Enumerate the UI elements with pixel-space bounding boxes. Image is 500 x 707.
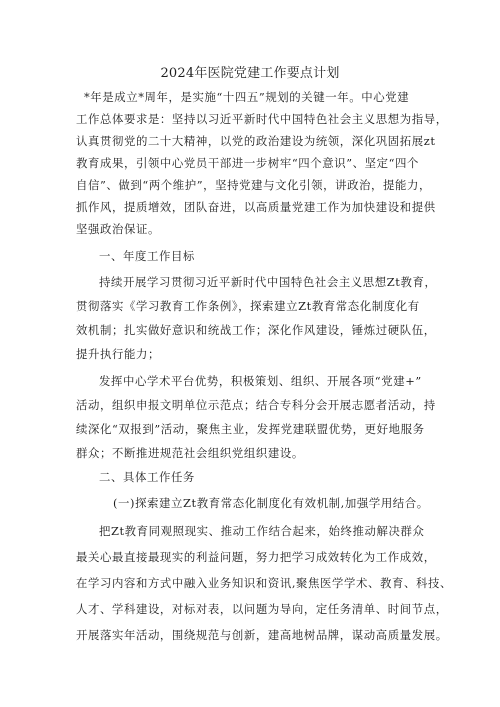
paragraph-line: 提升执行能力； xyxy=(76,347,160,361)
paragraph-line: 效机制；扎实做好意识和统战工作；深化作风建设，锤炼过硬队伍， xyxy=(76,323,436,337)
paragraph-line: 活动，组织申报文明单位示范点；结合专科分会开展志愿者活动，持 xyxy=(76,398,436,412)
paragraph-line: 贯彻落实《学习教育工作条例》，探索建立Zt教育常态化制度化有 xyxy=(76,299,420,313)
paragraph-line: 发挥中心学术平台优势，积极策划、组织、开展各项“党建+” xyxy=(99,374,422,388)
intro-line: 认真贯彻党的二十大精神，以党的政治建设为统领，深化巩固拓展zt xyxy=(76,134,436,148)
intro-line: 抓作风，提质增效，团队奋进，以高质量党建工作为加快建设和提供 xyxy=(76,200,436,214)
paragraph-line: 持续开展学习贯彻习近平新时代中国特色社会主义思想Zt教育， xyxy=(99,275,437,289)
intro-line: 自信”、做到“两个维护”，坚持党建与文化引领，讲政治，提能力， xyxy=(76,178,432,192)
paragraph-line: 开展落实年活动，围绕规范与创新，建高地树品牌，谋动高质量发展。 xyxy=(76,628,448,642)
intro-line: 坚强政治保证。 xyxy=(76,222,160,236)
paragraph-line: 在学习内容和方式中融入业务知识和资讯,聚焦医学学术、教育、科技、 xyxy=(76,576,452,590)
subsection-heading: (一)探索建立Zt教育常态化制度化有效机制,加强学用结合。 xyxy=(113,496,429,510)
intro-line: 工作总体要求是：坚持以习近平新时代中国特色社会主义思想为指导， xyxy=(76,112,448,126)
paragraph-line: 续深化“双报到”活动，聚焦主业，发挥党建联盟优势，更好地服务 xyxy=(76,422,425,436)
paragraph-line: 人才、学科建设，对标对表，以问题为导向，定任务清单、时间节点， xyxy=(76,602,448,616)
paragraph-line: 最关心最直接最现实的利益问题，努力把学习成效转化为工作成效， xyxy=(76,550,436,564)
paragraph-line: 把Zt教育同观照现实、推动工作结合起来，始终推动解决群众 xyxy=(99,524,425,538)
document-title: 2024年医院党建工作要点计划 xyxy=(160,66,340,81)
intro-line: 教育成果，引领中心党员干部进一步树牢“四个意识”、坚定“四个 xyxy=(76,156,420,170)
section-heading: 一、年度工作目标 xyxy=(99,249,195,263)
paragraph-line: 群众；不断推进规范社会组织党组织建设。 xyxy=(76,446,304,460)
section-heading: 二、具体工作任务 xyxy=(99,470,195,484)
intro-line: *年是成立*周年，是实施“十四五”规划的关键一年。中心党建 xyxy=(84,90,410,104)
